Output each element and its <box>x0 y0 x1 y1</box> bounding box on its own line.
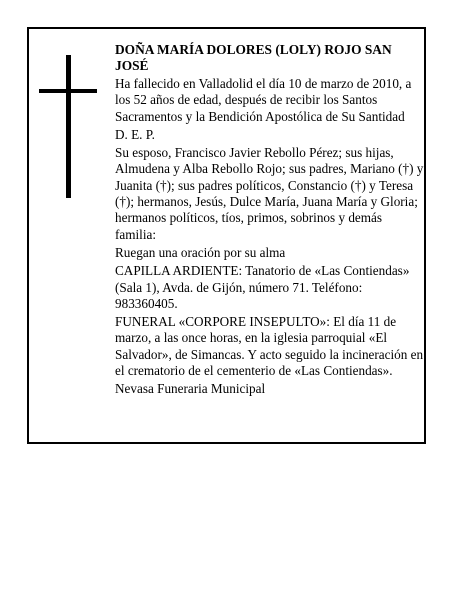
funeral-info: FUNERAL «CORPORE INSEPULTO»: El día 11 de marzo, a las once horas, en la iglesia parroquial «El Salvador», de Simancas. Y acto seguido la incineración en el crematorio de el cementerio de «Las Contiendas». <box>115 314 424 379</box>
funeral-home: Nevasa Funeraria Municipal <box>115 381 266 397</box>
death-announcement: Ha fallecido en Valladolid el día 10 de marzo de 2010, a los 52 años de edad, después de recibir los Santos Sacramentos y la Bendición Apostólica de Su Santidad <box>115 76 412 124</box>
family-list: Su esposo, Francisco Javier Rebollo Pérez; sus hijas, Almudena y Alba Rebollo Rojo; sus padres, Mariano (†) y Juanita (†); sus padres políticos, Constancio (†) y Teresa (†); hermanos, Jesús, Dulce María, Juana María y Gloria; hermanos políticos, tíos, primos, sobrinos y demás familia: <box>115 145 424 242</box>
obituary-notice <box>27 27 426 444</box>
cross-vertical-bar <box>66 55 71 198</box>
cross-horizontal-bar <box>39 89 97 93</box>
cross-icon <box>39 55 97 198</box>
notice-text <box>115 42 425 400</box>
chapel-info: CAPILLA ARDIENTE: Tanatorio de «Las Contiendas» (Sala 1), Avda. de Gijón, número 71. Teléfono: 983360405. <box>115 263 410 311</box>
dep-line: D. E. P. <box>115 126 155 142</box>
prayer-request: Ruegan una oración por su alma <box>115 244 286 260</box>
deceased-name: DOÑA MARÍA DOLORES (LOLY) ROJO SAN JOSÉ <box>115 42 392 73</box>
